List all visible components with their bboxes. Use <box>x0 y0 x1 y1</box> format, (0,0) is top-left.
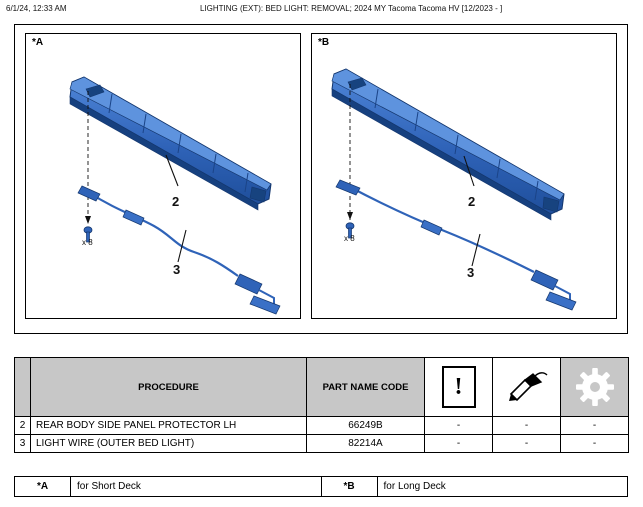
row-part-name-code: 82214A <box>307 435 425 453</box>
header-grease-icon-cell <box>493 358 561 417</box>
panel-b-label: *B <box>318 37 330 48</box>
header-gear-icon-cell <box>561 358 629 417</box>
callout-2: 2 <box>172 194 180 209</box>
bed-rail-part <box>332 69 564 220</box>
parts-table <box>14 357 629 453</box>
bolt-quantity-note: x 8 <box>344 234 355 243</box>
warning-icon: ! <box>442 366 476 408</box>
callout-3: 3 <box>467 265 475 280</box>
row-gear-value: - <box>561 435 629 453</box>
row-warning-value: - <box>425 417 493 435</box>
footnote-table <box>14 476 628 497</box>
light-wire-part <box>88 192 238 276</box>
bolt-quantity-note: x 8 <box>82 238 93 247</box>
footnote-key-b: *B <box>321 477 377 497</box>
table-row <box>15 435 629 453</box>
footnote-value-b: for Long Deck <box>377 477 628 497</box>
leader-line-3 <box>472 234 480 266</box>
figure-panel-a <box>25 33 301 319</box>
row-procedure: REAR BODY SIDE PANEL PROTECTOR LH <box>31 417 307 435</box>
figure-frame <box>14 24 628 334</box>
panel-a-illustration <box>26 34 302 320</box>
gear-icon <box>575 367 615 407</box>
header-warning-icon-cell <box>425 358 493 417</box>
panel-a-label: *A <box>32 37 44 48</box>
row-warning-value: - <box>425 435 493 453</box>
panel-b-illustration <box>312 34 618 320</box>
callout-2: 2 <box>468 194 476 209</box>
gear-icon-wrapper <box>561 358 628 416</box>
figure-panel-b <box>311 33 617 319</box>
parts-table-header-row <box>15 358 629 417</box>
header-number-cell <box>15 358 31 417</box>
leader-line-3 <box>178 230 186 262</box>
row-number: 2 <box>15 417 31 435</box>
header-title: LIGHTING (EXT): BED LIGHT: REMOVAL; 2024 MY Tacoma Tacoma HV [12/2023 - ] <box>200 4 503 13</box>
row-grease-value: - <box>493 417 561 435</box>
row-number: 3 <box>15 435 31 453</box>
footnote-key-a: *A <box>15 477 71 497</box>
grease-icon <box>505 370 549 404</box>
header-date: 6/1/24, 12:33 AM <box>6 4 67 13</box>
page-header <box>0 4 643 18</box>
callout-3: 3 <box>173 262 181 277</box>
row-gear-value: - <box>561 417 629 435</box>
row-part-name-code: 66249B <box>307 417 425 435</box>
footnote-row <box>15 477 628 497</box>
row-procedure: LIGHT WIRE (OUTER BED LIGHT) <box>31 435 307 453</box>
footnote-value-a: for Short Deck <box>71 477 322 497</box>
bed-rail-part <box>70 77 271 210</box>
row-grease-value: - <box>493 435 561 453</box>
header-part-name-code-cell: PART NAME CODE <box>307 358 425 417</box>
grease-icon-wrapper <box>493 358 560 416</box>
header-procedure-cell: PROCEDURE <box>31 358 307 417</box>
table-row <box>15 417 629 435</box>
warning-icon-wrapper <box>425 358 492 416</box>
